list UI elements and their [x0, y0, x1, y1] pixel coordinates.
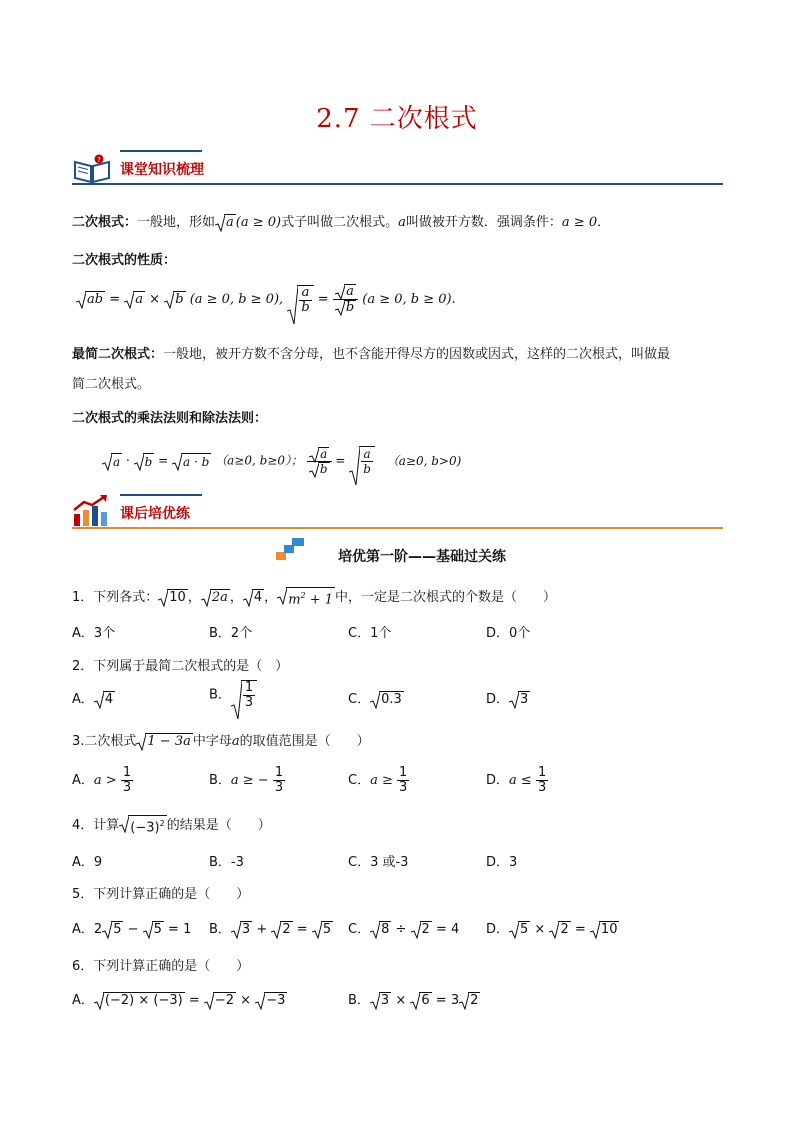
q5-option-c[interactable]: C． 8 ÷ 2 = 4: [348, 922, 460, 937]
option-label: A．: [72, 773, 94, 788]
q2-option-a[interactable]: A． 4: [72, 692, 114, 707]
option-label: A．: [72, 993, 94, 1008]
question-3: 3.二次根式 1 − 3a 中字母a的取值范围是（ ）: [72, 734, 370, 749]
definition-condition: (a ≥ 0): [235, 215, 282, 230]
q1-option-c[interactable]: C．1个: [348, 626, 392, 641]
subsection-title: 培优第一阶——基础过关练: [338, 549, 506, 565]
separator: ，: [229, 590, 243, 605]
chart-growth-icon: [72, 494, 112, 528]
simplest-radical-line-2: 简二次根式。: [72, 377, 151, 392]
q1-option-a[interactable]: A．3个: [72, 626, 116, 641]
option-label: B．: [209, 687, 231, 703]
equals-sign-3: =: [158, 453, 169, 468]
q3-option-d[interactable]: D．a ≤ $\frac{1}{3}$: [486, 765, 547, 795]
dot-sign: ·: [125, 453, 130, 468]
q3-stem-end: 的取值范围是（ ）: [239, 734, 370, 749]
q4-option-d[interactable]: D．3: [486, 855, 518, 870]
q5-option-b[interactable]: B． 3 + 2 = 5: [209, 922, 332, 937]
option-label: D．: [486, 922, 510, 937]
sqrt-a: a: [215, 214, 236, 231]
q3-stem-mid: 中字母: [192, 734, 232, 749]
equals-sign: =: [109, 292, 121, 307]
section-title-practice: 课后培优练: [120, 506, 190, 522]
property-condition-2: (a ≥ 0, b ≥ 0).: [362, 292, 456, 307]
option-label: A．: [72, 692, 94, 707]
simplest-label: 最简二次根式：: [72, 347, 164, 362]
definition-condition-2: a ≥ 0: [561, 215, 598, 230]
question-5: 5．下列计算正确的是（ ）: [72, 887, 250, 902]
separator: ，: [264, 590, 278, 605]
q2-option-d[interactable]: D． 3: [486, 692, 529, 707]
option-label: C．: [348, 692, 371, 707]
question-6: 6．下列计算正确的是（ ）: [72, 959, 250, 974]
rule-condition-1: （a≥0, b≥0）；: [215, 453, 304, 468]
q1-option-b[interactable]: B．2个: [209, 626, 253, 641]
question-2: 2．下列属于最简二次根式的是（ ）: [72, 659, 289, 674]
option-label: B．: [348, 993, 370, 1008]
separator: ，: [187, 590, 201, 605]
section-divider-bottom-2: [72, 527, 723, 529]
definition-text-3: 叫做被开方数．强调条件：: [405, 215, 562, 230]
q4-stem-end: 的结果是（ ）: [166, 818, 271, 833]
q1-stem-end: 中，一定是二次根式的个数是（ ）: [335, 590, 557, 605]
definition-line: [72, 211, 610, 231]
property-condition-1: (a ≥ 0, b ≥ 0),: [189, 292, 284, 307]
section-divider-top-2: [120, 494, 202, 496]
equals-sign-2: =: [317, 292, 329, 307]
svg-text:?: ?: [97, 156, 101, 164]
q1-option-d[interactable]: D．0个: [486, 626, 531, 641]
option-label: A．: [72, 922, 94, 937]
q1-stem: 1．下列各式：: [72, 590, 159, 605]
q3-option-b[interactable]: B．a ≥ − $\frac{1}{3}$: [209, 765, 284, 795]
option-label: B．: [209, 773, 231, 788]
rules-label: 二次根式的乘法法则和除法法则：: [72, 411, 268, 426]
q5-option-d[interactable]: D． 5 × 2 = 10: [486, 922, 618, 937]
rules-formula: a · b = a · b （a≥0, b≥0）； $\frac{a}{b}$ = $\frac{a}{b}$ （a≥0, b>0): [102, 446, 461, 476]
page-title: 2.7 二次根式: [316, 104, 478, 134]
book-icon: [72, 154, 112, 184]
q3-option-a[interactable]: A．a > $\frac{1}{3}$: [72, 765, 132, 795]
definition-text: 一般地，形如: [137, 215, 216, 230]
q2-option-b[interactable]: B． $\frac{1}{3}$: [209, 680, 257, 710]
properties-label: 二次根式的性质：: [72, 253, 177, 268]
q4-option-c[interactable]: C．3 或-3: [348, 855, 409, 870]
q3-stem: 3.二次根式: [72, 734, 137, 749]
option-label: C．: [348, 922, 371, 937]
simplest-radical-line: [72, 343, 670, 362]
q3-option-c[interactable]: C．a ≥ $\frac{1}{3}$: [348, 765, 408, 795]
properties-formula: ab = a × b (a ≥ 0, b ≥ 0), $\frac{a}{b}$ = $\frac{a}{b}$ (a ≥ 0, b ≥ 0).: [76, 284, 456, 315]
section-header-practice: [72, 494, 723, 534]
section-divider-bottom: [72, 183, 723, 185]
q4-option-b[interactable]: B．-3: [209, 855, 244, 870]
rule-condition-2: （a≥0, b>0): [386, 453, 462, 468]
q6-option-b[interactable]: B． 3 × 6 = 3 2: [348, 993, 479, 1008]
times-sign: ×: [149, 292, 161, 307]
equals-sign-4: =: [335, 453, 346, 468]
simplest-text: 一般地，被开方数不含分母，也不含能开得尽方的因数或因式，这样的二次根式，叫做最: [163, 347, 671, 362]
option-label: D．: [486, 773, 510, 788]
q5-option-a[interactable]: A．2 5 − 5 = 1: [72, 922, 192, 937]
definition-end: ．: [597, 215, 611, 230]
question-1: 1．下列各式： 10 ， 2a ， 4 ， $m^2 + 1$ 中，一定是二次根式的个数是（ ）: [72, 586, 556, 608]
section-divider-top: [120, 150, 202, 152]
definition-label: 二次根式：: [72, 215, 138, 230]
q4-stem: 4．计算: [72, 818, 120, 833]
option-label: B．: [209, 922, 231, 937]
option-label: D．: [486, 692, 510, 707]
question-4: 4．计算 $(-3)^2$ 的结果是（ ）: [72, 814, 271, 836]
section-title-knowledge: 课堂知识梳理: [120, 162, 204, 178]
section-header-knowledge: [72, 150, 723, 190]
q6-option-a[interactable]: A． (−2) × (−3) = −2 × −3: [72, 993, 286, 1008]
option-label: C．: [348, 773, 371, 788]
definition-text-2: 式子叫做二次根式。: [281, 215, 399, 230]
q2-option-c[interactable]: C． 0.3: [348, 692, 402, 707]
q4-option-a[interactable]: A．9: [72, 855, 103, 870]
definition-var: a: [398, 215, 406, 230]
